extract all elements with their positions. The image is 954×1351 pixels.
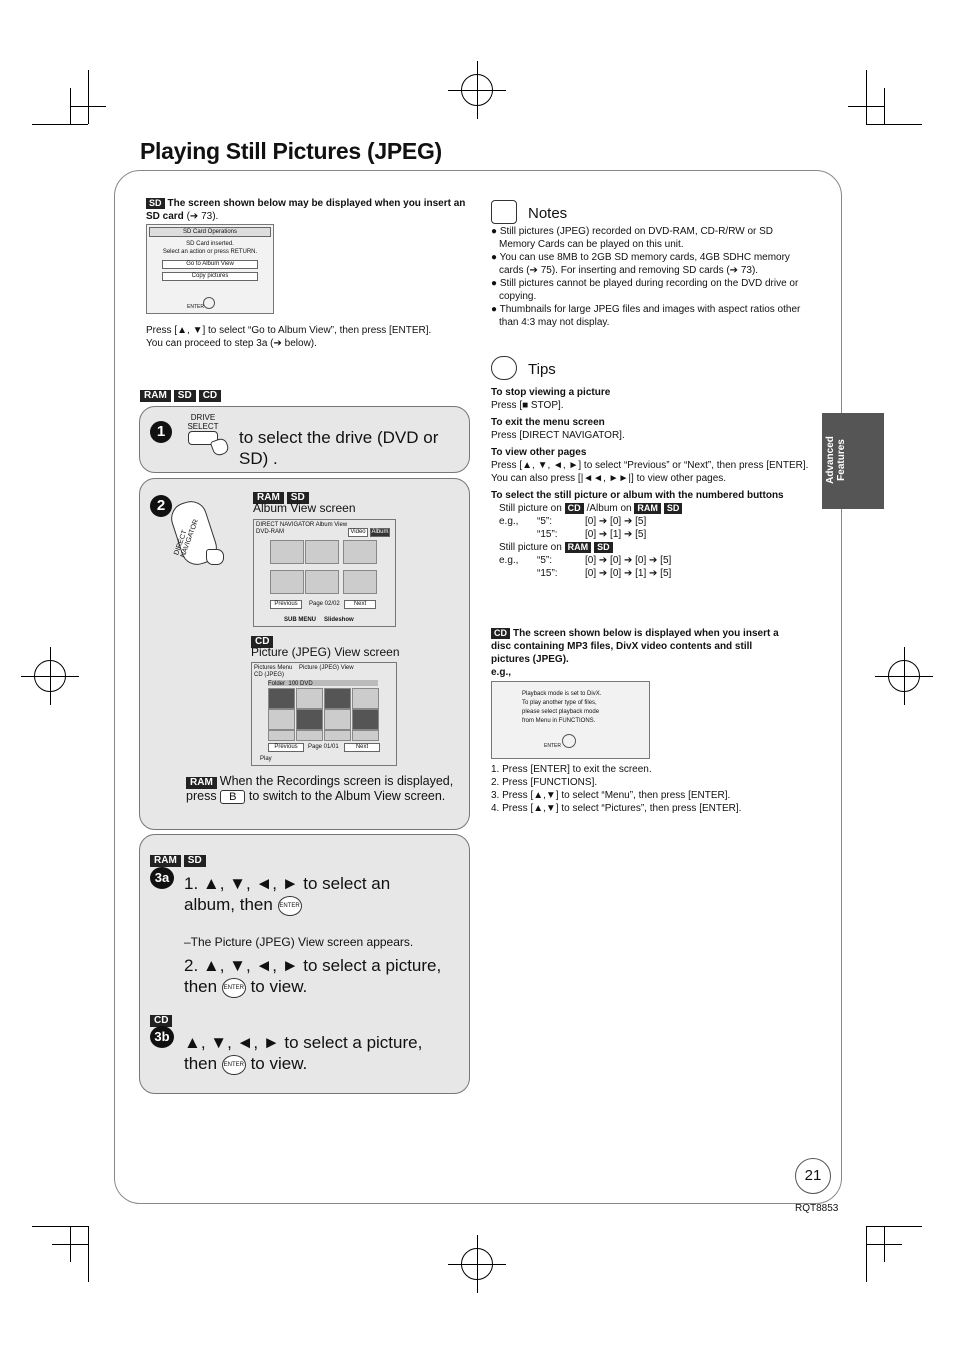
cd-note-steps: 1. Press [ENTER] to exit the screen. 2. Press [FUNCTIONS]. 3. Press [▲,▼] to select “Menu”, then press [ENTER]. 4. Press [▲,▼] to select “Pictures”, then press [ENTER]. [491, 764, 742, 814]
sd-tag: SD [146, 198, 165, 209]
crop-mark [70, 106, 106, 107]
tips-content: To stop viewing a picture Press [■ STOP]. To exit the menu screen Press [DIRECT NAVIGATOR]. To view other pages Press [▲, ▼, ◄, ►] to select “Previous” or “Next”, then press [ENTER]. You can also press [|◄◄, ►►|] to view other pages. To select the still picture or album with the numbered buttons Still picture on CD /Album on RAM SD e.g., “5”: [0] ➔ [0] ➔ [5] “15”: [0] ➔ [1] ➔ [5] Still picture on RAM SD e.g., “5”: [0] ➔ [0] ➔ [0] ➔ [5] “15”: [0] ➔ [0] ➔ [1] ➔ [5] [491, 387, 809, 579]
lightbulb-icon [491, 356, 517, 380]
notes-icon [491, 200, 517, 224]
picture-thumb[interactable] [324, 730, 351, 741]
direct-navigator-label: DIRECT NAVIGATOR [173, 518, 201, 559]
enter-icon: ENTER [278, 896, 302, 916]
picture-thumb[interactable] [324, 688, 351, 709]
picture-thumb[interactable] [352, 730, 379, 741]
step-1-text: to select the drive (DVD or SD) . [239, 428, 439, 468]
picture-thumb[interactable] [352, 709, 379, 730]
picture-thumb[interactable] [268, 730, 295, 741]
crop-mark [32, 124, 88, 125]
hand-pointer-icon [206, 549, 224, 565]
registration-mark [888, 660, 920, 692]
crop-mark [88, 70, 89, 124]
copy-pictures-button[interactable]: Copy pictures [162, 272, 258, 281]
step-3-box: RAM SD 3a 1. ▲, ▼, ◄, ► to select an album, then ENTER –The Picture (JPEG) View screen appears. 2. ▲, ▼, ◄, ► to select a picture, then ENTER to view. CD 3b ▲, ▼, ◄, ► to select a picture, then ENTER to view. [139, 834, 470, 1094]
crop-mark [884, 88, 885, 124]
crop-mark [866, 1226, 922, 1227]
crop-mark [866, 124, 922, 125]
step-3a-line2: 2. ▲, ▼, ◄, ► to select a picture, then ENTER to view. [184, 956, 442, 996]
cd-note: CD The screen shown below is displayed when you insert a disc containing MP3 files, DivX video contents and still pictures (JPEG). e.g., [491, 628, 779, 678]
enter-icon [562, 734, 576, 748]
step-3b-line: ▲, ▼, ◄, ► to select a picture, then ENTER to view. [184, 1033, 423, 1073]
step-number: 3a [150, 867, 174, 889]
ram-note: RAM When the Recordings screen is displayed, press B to switch to the Album View screen. [186, 774, 454, 803]
step-3a-subnote: –The Picture (JPEG) View screen appears. [184, 935, 414, 949]
registration-mark [461, 74, 493, 106]
album-view-caption: Album View screen [253, 501, 356, 515]
disc-tags: RAM SD CD [140, 385, 224, 403]
step-1-box [139, 406, 470, 473]
step-3a-line1: 1. ▲, ▼, ◄, ► to select an album, then ENTER [184, 874, 391, 914]
album-thumb[interactable] [270, 540, 304, 564]
album-thumb[interactable] [305, 540, 339, 564]
previous-button[interactable]: Previous [270, 600, 302, 609]
side-tab-label: Advanced Features [825, 436, 847, 484]
sd-card-operations-screen: SD Card Operations SD Card inserted. Select an action or press RETURN. Go to Album View Copy pictures ENTER [146, 224, 274, 314]
sd-note: SD The screen shown below may be displayed when you insert an SD card (➔ 73). [146, 198, 466, 222]
crop-mark [52, 1244, 88, 1245]
picture-thumb[interactable] [296, 730, 323, 741]
album-thumb[interactable] [270, 570, 304, 594]
album-tab[interactable]: Album [371, 529, 389, 535]
enter-icon [203, 297, 215, 309]
next-button[interactable]: Next [344, 743, 380, 752]
enter-icon: ENTER [222, 1055, 246, 1075]
step-number: 1 [150, 421, 172, 443]
album-view-screen: DIRECT NAVIGATOR Album View DVD-RAM Video Album Previous Page 02/02 Next SUB MENU Slideshow [253, 519, 396, 627]
picture-thumb[interactable] [352, 688, 379, 709]
crop-mark [848, 106, 884, 107]
hand-pointer-icon [210, 437, 231, 458]
crop-mark [866, 1226, 867, 1282]
picture-thumb[interactable] [296, 688, 323, 709]
video-tab[interactable]: Video [348, 528, 368, 537]
registration-mark [34, 660, 66, 692]
previous-button[interactable]: Previous [268, 743, 304, 752]
tips-heading: Tips [528, 361, 556, 378]
album-thumb[interactable] [305, 570, 339, 594]
divx-playback-mode-screen: Playback mode is set to DivX. To play another type of files, please select playback mode from Menu in FUNCTIONS. ENTER [491, 681, 650, 759]
picture-thumb[interactable] [268, 688, 295, 709]
crop-mark [866, 1244, 902, 1245]
go-to-album-view-button[interactable]: Go to Album View [162, 260, 258, 269]
picture-view-caption: Picture (JPEG) View screen [251, 645, 400, 659]
step-number: 2 [150, 495, 172, 517]
next-button[interactable]: Next [344, 600, 376, 609]
step-number: 3b [150, 1026, 174, 1048]
picture-thumb[interactable] [268, 709, 295, 730]
b-button[interactable]: B [220, 790, 245, 804]
album-thumb[interactable] [343, 540, 377, 564]
notes-list: ● Still pictures (JPEG) recorded on DVD-RAM, CD-R/RW or SD Memory Cards can be played on this unit. ● You can use 8MB to 2GB SD memory cards, 4GB SDHC memory cards (➔ 75). For inserting and removing SD cards (➔ 73). ● Still pictures cannot be played during recording on the DVD drive or copying. ● Thumbnails for large JPEG files and images with aspect ratios other than 4:3 may not display. [491, 226, 801, 328]
picture-thumb[interactable] [296, 709, 323, 730]
drive-select-label: DRIVE SELECT [187, 413, 219, 431]
picture-thumb[interactable] [324, 709, 351, 730]
enter-label: ENTER [187, 304, 204, 310]
page-title: Playing Still Pictures (JPEG) [140, 138, 442, 164]
album-thumb[interactable] [343, 570, 377, 594]
registration-mark [461, 1248, 493, 1280]
step-2-box: 2 DIRECT NAVIGATOR RAM SD Album View screen DIRECT NAVIGATOR Album View DVD-RAM Video Album Previous Page 02/02 Next SUB MENU Slideshow CD Picture (JPEG) View screen Pictures Menu Picture (JPEG) View CD (JPEG) Folder 100 DVD Previous Page 01/01 Next Play RAM When the Recordings screen is displayed, press B to switch to the Album View screen. [139, 478, 470, 830]
model-code: RQT8853 [795, 1203, 839, 1214]
picture-view-screen: Pictures Menu Picture (JPEG) View CD (JPEG) Folder 100 DVD Previous Page 01/01 Next Play [251, 662, 397, 766]
notes-heading: Notes [528, 205, 568, 222]
crop-mark [88, 1226, 89, 1282]
crop-mark [866, 70, 867, 124]
crop-mark [32, 1226, 88, 1227]
enter-icon: ENTER [222, 978, 246, 998]
page-number: 21 [795, 1158, 831, 1194]
